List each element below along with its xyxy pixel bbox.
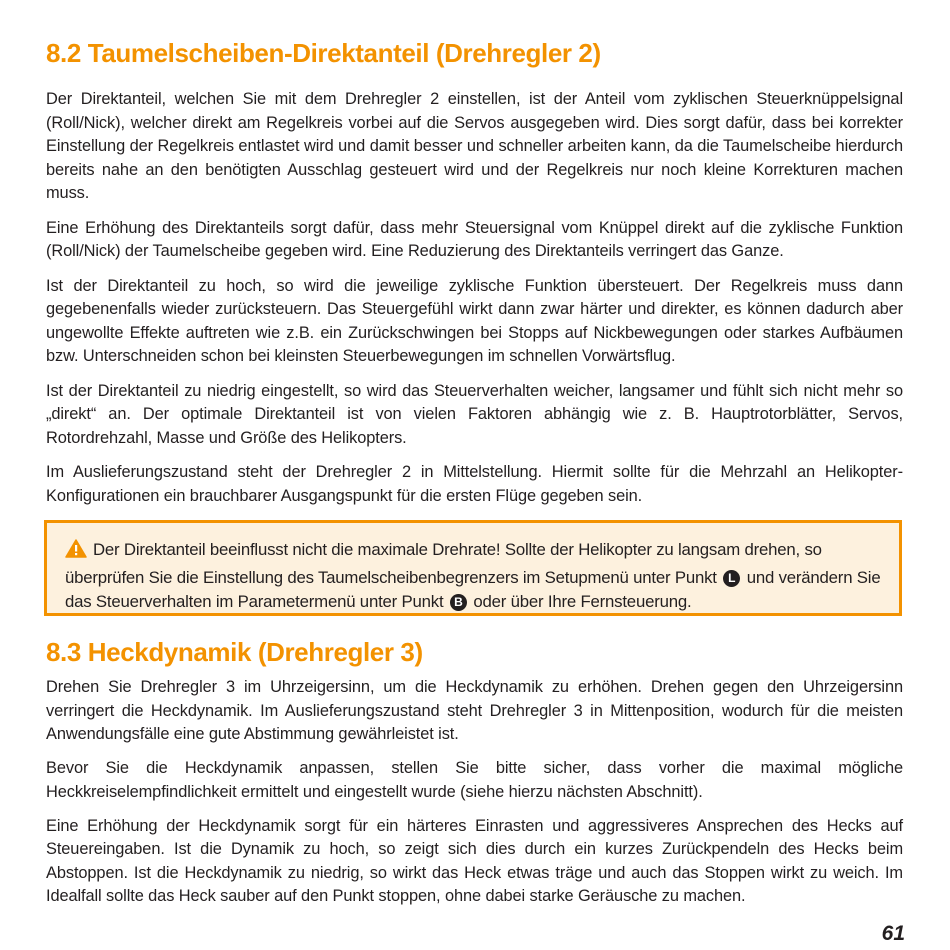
warning-box bbox=[44, 520, 902, 616]
paragraph: Bevor Sie die Heckdynamik anpassen, stellen Sie bitte sicher, dass vorher die maximal mögliche Heckkreiselempfindlichkeit ermittelt und eingestellt wurde (siehe hierzu nächsten Abschnitt). bbox=[46, 759, 903, 801]
paragraph: Der Direktanteil, welchen Sie mit dem Drehregler 2 einstellen, ist der Anteil vom zyklischen Steuerknüppelsignal (Roll/Nick), welcher direkt am Regelkreis vorbei auf die Servos ausgegeben wird. Dies sorgt dafür, dass bei korrekter Einstellung der Regelkreis entlastet wird und damit besser und schneller arbeiten kann, da die Taumelscheibe hierdurch bereits nahe an den benötigten Ausschlag gesteuert wird und der Regelkreis nur noch kleine Korrekturen machen muss. bbox=[46, 90, 903, 202]
paragraph: Im Auslieferungszustand steht der Drehregler 2 in Mittelstellung. Hiermit sollte für die Mehrzahl an Helikopter-Konfigurationen ein brauchbarer Ausgangspunkt für die ersten Flüge gegeben sein. bbox=[46, 463, 903, 505]
section-heading-8-3: 8.3 Heckdynamik (Drehregler 3) bbox=[46, 637, 423, 667]
menu-point-badge-b: B bbox=[450, 594, 467, 611]
warning-text bbox=[65, 538, 885, 615]
warning-text-part3: oder über Ihre Fernsteuerung. bbox=[473, 592, 692, 611]
menu-point-badge-l: L bbox=[723, 570, 740, 587]
paragraph: Eine Erhöhung der Heckdynamik sorgt für ein härteres Einrasten und aggressiveres Ansprechen des Hecks auf Steuereingaben. Ist die Dynamik zu hoch, so zeigt sich dies durch ein kurzes Zurückpendeln des Hecks beim Abstoppen. Ist die Heckdynamik zu niedrig, so wirkt das Heck etwas träge und auch das Stoppen wirkt zu weich. Im Idealfall sollte das Heck sauber auf den Punkt stoppen, ohne dabei starke Geräusche zu machen. bbox=[46, 816, 903, 905]
paragraph: Eine Erhöhung des Direktanteils sorgt dafür, dass mehr Steuersignal vom Knüppel direkt auf die zyklische Funktion (Roll/Nick) der Taumelscheibe gegeben wird. Eine Reduzierung des Direktanteils verringert das Ganze. bbox=[46, 218, 903, 260]
warning-text-part2: und verändern Sie das Steuerverhalten im Parametermenü unter Punkt bbox=[65, 567, 881, 611]
paragraph: Drehen Sie Drehregler 3 im Uhrzeigersinn, um die Heckdynamik zu erhöhen. Drehen gegen den Uhrzeigersinn verringert die Heckdynamik. Im Auslieferungszustand steht Drehregler 3 in Mittenposition, wodurch für die meisten Anwendungsfälle eine gute Abstimmung gewährleistet ist. bbox=[46, 678, 903, 743]
section-8-2-body bbox=[46, 88, 903, 519]
warning-text-part1: Der Direktanteil beeinflusst nicht die maximale Drehrate! Sollte der Helikopter zu langsam drehen, so überprüfen Sie die Einstellung des Taumelscheibenbegrenzers im Setupmenü unter Punkt bbox=[65, 540, 822, 587]
section-8-3-body bbox=[46, 676, 903, 919]
warning-triangle-icon bbox=[65, 539, 87, 566]
page-number: 61 bbox=[881, 922, 905, 945]
section-heading-8-2: 8.2 Taumelscheiben-Direktanteil (Drehregler 2) bbox=[46, 38, 601, 68]
paragraph: Ist der Direktanteil zu hoch, so wird die jeweilige zyklische Funktion übersteuert. Der Regelkreis muss dann gegebenenfalls wieder zurücksteuern. Das Steuergefühl wirkt dann zwar härter und direkter, es können dadurch aber ungewollte Effekte auftreten wie z.B. ein Zurückschwingen bei Stopps auf Nickbewegungen oder starkes Aufbäumen bzw. Unterschneiden schon bei kleinsten Steuerbewegungen im schnellen Vorwärtsflug. bbox=[46, 276, 903, 365]
paragraph: Ist der Direktanteil zu niedrig eingestellt, so wird das Steuerverhalten weicher, langsamer und fühlt sich nicht mehr so „direkt“ an. Der optimale Direktanteil ist von vielen Faktoren abhängig wie z. B. Hauptrotorblätter, Servos, Rotordrehzahl, Masse und Größe des Helikopters. bbox=[46, 381, 903, 447]
